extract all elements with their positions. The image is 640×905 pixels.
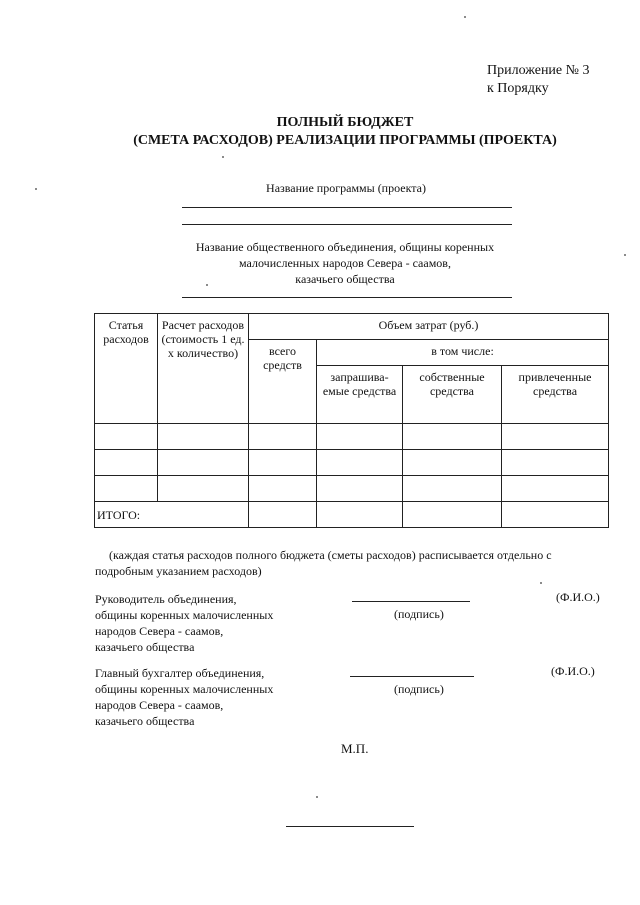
signature-2-role-line-4: казачьего общества — [95, 714, 195, 728]
header-own: собственные средства — [403, 366, 502, 424]
total-row — [95, 502, 609, 528]
table-row — [95, 476, 609, 502]
header-volume: Объем затрат (руб.) — [249, 314, 609, 340]
signature-1-role-line-1: Руководитель объединения, — [95, 592, 237, 606]
header-expense-item: Статья расходов — [95, 314, 158, 424]
scan-speck — [540, 582, 542, 584]
signature-1-name-label: (Ф.И.О.) — [556, 590, 600, 604]
header-total: всего средств — [249, 340, 317, 424]
header-including: в том числе: — [317, 340, 609, 366]
scan-speck — [35, 188, 37, 190]
signature-1-line — [352, 601, 470, 602]
stamp-label: М.П. — [341, 741, 369, 756]
signature-1-label: (подпись) — [394, 607, 444, 621]
signature-1-role-line-3: народов Севера - саамов, — [95, 624, 224, 638]
header-attracted: привлеченные средства — [502, 366, 609, 424]
title-line-1: ПОЛНЫЙ БЮДЖЕТ — [276, 115, 414, 130]
signature-2-role-line-2: общины коренных малочисленных — [95, 682, 274, 696]
org-name-line-3: казачьего общества — [295, 272, 395, 286]
program-name-label: Название программы (проекта) — [266, 181, 426, 195]
note-line-1: (каждая статья расходов полного бюджета (сметы расходов) расписывается отдельно с — [109, 548, 552, 562]
total-label: ИТОГО: — [95, 502, 249, 528]
signature-1-role-line-4: казачьего общества — [95, 640, 195, 654]
header-requested: запрашива-емые средства — [317, 366, 403, 424]
signature-2-label: (подпись) — [394, 682, 444, 696]
bottom-line — [286, 826, 414, 827]
table-row — [95, 450, 609, 476]
signature-2-line — [350, 676, 474, 677]
appendix-line-1: Приложение № 3 — [487, 63, 590, 78]
budget-table — [94, 313, 609, 528]
note-line-2: подробным указанием расходов) — [95, 564, 262, 578]
scan-speck — [206, 284, 208, 286]
signature-2-role-line-3: народов Севера - саамов, — [95, 698, 224, 712]
header-calculation: Расчет расходов (стоимость 1 ед. х количество) — [158, 314, 249, 424]
signature-2-role-line-1: Главный бухгалтер объединения, — [95, 666, 265, 680]
scan-speck — [624, 254, 626, 256]
org-name-line-2: малочисленных народов Севера - саамов, — [239, 256, 451, 270]
scan-speck — [316, 796, 318, 798]
appendix-line-2: к Порядку — [487, 81, 549, 96]
org-name-line — [182, 297, 512, 298]
program-name-line-1 — [182, 207, 512, 208]
scan-speck — [464, 16, 466, 18]
signature-2-name-label: (Ф.И.О.) — [551, 664, 595, 678]
scan-speck — [222, 156, 224, 158]
signature-1-role-line-2: общины коренных малочисленных — [95, 608, 274, 622]
title-line-2: (СМЕТА РАСХОДОВ) РЕАЛИЗАЦИИ ПРОГРАММЫ (ПРОЕКТА) — [133, 133, 557, 148]
program-name-line-2 — [182, 224, 512, 225]
org-name-line-1: Название общественного объединения, общины коренных — [195, 240, 495, 254]
table-row — [95, 424, 609, 450]
